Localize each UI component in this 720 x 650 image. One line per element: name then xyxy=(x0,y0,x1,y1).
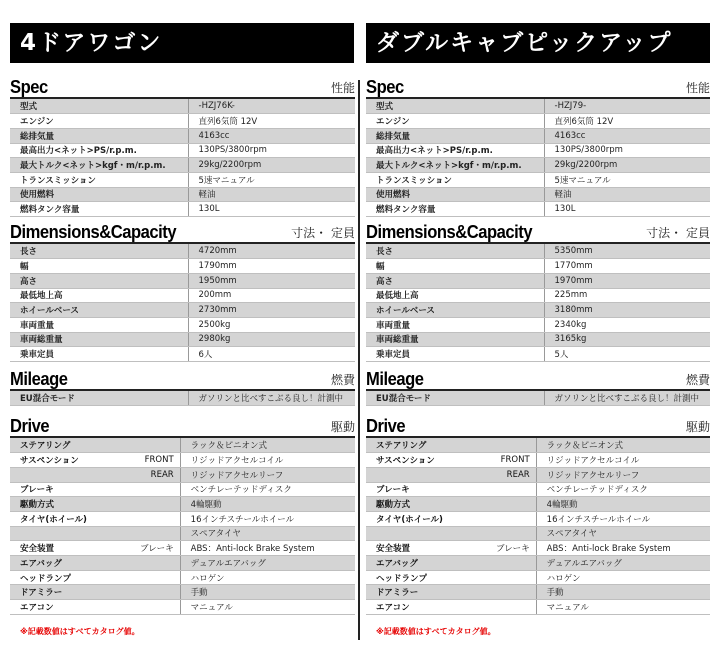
table-row xyxy=(10,438,355,453)
row-label: 車両総重量 xyxy=(366,332,544,347)
row-label: 型式 xyxy=(366,99,544,114)
row-value: 4163cc xyxy=(188,128,355,143)
row-label: ドアミラー xyxy=(10,585,130,600)
row-sublabel: FRONT xyxy=(130,453,180,468)
column-divider xyxy=(358,80,360,640)
table-row xyxy=(10,259,355,274)
row-label: エアコン xyxy=(366,600,486,615)
row-label: タイヤ(ホイール) xyxy=(366,511,486,526)
row-value: 軽油 xyxy=(188,187,355,202)
spec-table xyxy=(366,99,710,217)
section-dimensions xyxy=(366,222,710,362)
table-row xyxy=(10,585,355,600)
table-row xyxy=(10,202,355,217)
table-row xyxy=(366,391,710,406)
table-row xyxy=(10,497,355,512)
table-row xyxy=(366,570,710,585)
row-value: 1970mm xyxy=(544,273,710,288)
section-spec xyxy=(366,77,710,217)
table-row xyxy=(10,303,355,318)
section-header xyxy=(366,416,710,438)
catalog-note: ※記載数値はすべてカタログ値。 xyxy=(376,627,496,636)
table-row xyxy=(366,438,710,453)
table-row xyxy=(366,526,710,541)
row-sublabel xyxy=(130,600,180,615)
table-row xyxy=(366,187,710,202)
section-title-jp: 駆動 xyxy=(685,420,710,434)
table-row xyxy=(10,99,355,114)
row-label: 使用燃料 xyxy=(366,187,544,202)
table-row xyxy=(366,467,710,482)
row-sublabel xyxy=(486,556,536,571)
row-label: 型式 xyxy=(10,99,188,114)
row-label: ヘッドランプ xyxy=(10,570,130,585)
mileage-table xyxy=(366,391,710,406)
row-value: ベンチレーテッドディスク xyxy=(536,482,710,497)
row-label: 車両総重量 xyxy=(10,332,188,347)
row-value: デュアルエアバッグ xyxy=(180,556,355,571)
section-header xyxy=(366,77,710,99)
row-label: 長さ xyxy=(366,244,544,259)
row-sublabel: REAR xyxy=(486,467,536,482)
row-value: リジッドアクセルコイル xyxy=(180,453,355,468)
row-sublabel: FRONT xyxy=(486,453,536,468)
row-label: 安全装置 xyxy=(10,541,130,556)
section-title: Dimensions&Capacity xyxy=(10,222,177,242)
table-row xyxy=(366,244,710,259)
table-row xyxy=(366,347,710,362)
row-label: 駆動方式 xyxy=(366,497,486,512)
table-row xyxy=(366,511,710,526)
row-value: ABS：Anti-lock Brake System xyxy=(180,541,355,556)
table-row xyxy=(10,244,355,259)
row-label: 総排気量 xyxy=(10,128,188,143)
row-value: マニュアル xyxy=(180,600,355,615)
row-value: 1950mm xyxy=(188,273,355,288)
row-value: -HZJ76K- xyxy=(188,99,355,114)
row-value: 5速マニュアル xyxy=(544,172,710,187)
section-title-jp: 燃費 xyxy=(685,373,710,387)
row-label: 最低地上高 xyxy=(366,288,544,303)
row-label: エンジン xyxy=(366,114,544,129)
section-spec xyxy=(10,77,355,217)
row-label: 幅 xyxy=(10,259,188,274)
row-label: サスペンション xyxy=(366,453,486,468)
row-sublabel xyxy=(130,497,180,512)
row-value: 130PS/3800rpm xyxy=(188,143,355,158)
table-row xyxy=(10,467,355,482)
row-value: リジッドアクセルリーフ xyxy=(536,467,710,482)
section-title: Spec xyxy=(10,77,48,97)
row-label: EU混合モード xyxy=(366,391,544,406)
table-row xyxy=(366,482,710,497)
row-label: 最大トルク<ネット>kgf・m/r.p.m. xyxy=(10,158,188,173)
section-drive xyxy=(366,416,710,615)
table-row xyxy=(366,128,710,143)
table-row xyxy=(10,332,355,347)
table-row xyxy=(10,556,355,571)
row-sublabel xyxy=(486,497,536,512)
row-sublabel xyxy=(486,585,536,600)
row-label xyxy=(366,467,486,482)
table-row xyxy=(10,482,355,497)
row-value: スペアタイヤ xyxy=(536,526,710,541)
section-title-jp: 寸法・ 定員 xyxy=(646,226,710,240)
row-value: 6人 xyxy=(188,347,355,362)
spec-table xyxy=(10,99,355,217)
table-row xyxy=(366,556,710,571)
table-row xyxy=(366,202,710,217)
row-value: 5人 xyxy=(544,347,710,362)
row-value: 2980kg xyxy=(188,332,355,347)
section-mileage xyxy=(366,369,710,406)
row-value: 130PS/3800rpm xyxy=(544,143,710,158)
section-title: Mileage xyxy=(366,369,424,389)
row-label: エンジン xyxy=(10,114,188,129)
section-header xyxy=(10,77,355,99)
row-label: ヘッドランプ xyxy=(366,570,486,585)
row-sublabel xyxy=(486,570,536,585)
row-label xyxy=(10,467,130,482)
row-value: 5速マニュアル xyxy=(188,172,355,187)
section-title: Drive xyxy=(366,416,406,436)
row-value: ABS：Anti-lock Brake System xyxy=(536,541,710,556)
row-value: 4720mm xyxy=(188,244,355,259)
table-row xyxy=(10,288,355,303)
table-row xyxy=(10,273,355,288)
row-value: 16インチスチールホイール xyxy=(536,511,710,526)
row-label: サスペンション xyxy=(10,453,130,468)
row-value: 4輪駆動 xyxy=(180,497,355,512)
row-value: リジッドアクセルリーフ xyxy=(180,467,355,482)
row-sublabel xyxy=(130,570,180,585)
row-sublabel xyxy=(486,600,536,615)
row-value: 手動 xyxy=(536,585,710,600)
table-row xyxy=(10,391,355,406)
row-value: 手動 xyxy=(180,585,355,600)
row-value: 2730mm xyxy=(188,303,355,318)
table-row xyxy=(10,347,355,362)
table-row xyxy=(366,158,710,173)
row-label xyxy=(366,526,486,541)
table-row xyxy=(366,585,710,600)
row-value: 29kg/2200rpm xyxy=(188,158,355,173)
section-dimensions xyxy=(10,222,355,362)
section-header xyxy=(366,222,710,244)
table-row xyxy=(10,317,355,332)
drive-table xyxy=(366,438,710,615)
table-row xyxy=(366,259,710,274)
mileage-table xyxy=(10,391,355,406)
section-title: Mileage xyxy=(10,369,68,389)
row-value: 1790mm xyxy=(188,259,355,274)
row-label: エアバッグ xyxy=(366,556,486,571)
row-label: タイヤ(ホイール) xyxy=(10,511,130,526)
row-label: エアコン xyxy=(10,600,130,615)
row-sublabel xyxy=(130,585,180,600)
row-label: 長さ xyxy=(10,244,188,259)
row-value: -HZJ79- xyxy=(544,99,710,114)
row-value: 3180mm xyxy=(544,303,710,318)
catalog-note: ※記載数値はすべてカタログ値。 xyxy=(20,627,140,636)
section-title-jp: 駆動 xyxy=(330,420,355,434)
table-row xyxy=(10,600,355,615)
row-label: 最高出力<ネット>PS/r.p.m. xyxy=(10,143,188,158)
row-sublabel xyxy=(486,482,536,497)
row-value: ガソリンと比べすこぶる良し！計測中 xyxy=(544,391,710,406)
row-label: 車両重量 xyxy=(10,317,188,332)
table-row xyxy=(10,541,355,556)
row-value: ハロゲン xyxy=(536,570,710,585)
row-sublabel xyxy=(486,511,536,526)
section-drive xyxy=(10,416,355,615)
row-value: デュアルエアバッグ xyxy=(536,556,710,571)
row-label: 高さ xyxy=(366,273,544,288)
row-sublabel xyxy=(130,482,180,497)
row-sublabel xyxy=(486,438,536,453)
row-value: 3165kg xyxy=(544,332,710,347)
section-header xyxy=(10,416,355,438)
row-label: トランスミッション xyxy=(366,172,544,187)
row-value: 4輪駆動 xyxy=(536,497,710,512)
row-value: 130L xyxy=(188,202,355,217)
table-row xyxy=(366,332,710,347)
section-header xyxy=(10,369,355,391)
table-row xyxy=(10,187,355,202)
dimensions-table xyxy=(10,244,355,362)
row-value: ラック＆ピニオン式 xyxy=(180,438,355,453)
section-title: Drive xyxy=(10,416,50,436)
row-value: 29kg/2200rpm xyxy=(544,158,710,173)
row-label: 使用燃料 xyxy=(10,187,188,202)
table-row xyxy=(366,600,710,615)
section-header xyxy=(366,369,710,391)
table-row xyxy=(366,99,710,114)
row-value: 1770mm xyxy=(544,259,710,274)
row-value: 直列6気筒 12V xyxy=(544,114,710,129)
section-title: Spec xyxy=(366,77,404,97)
table-row xyxy=(366,114,710,129)
row-value: 5350mm xyxy=(544,244,710,259)
row-sublabel xyxy=(130,556,180,571)
column-title-banner: ダブルキャブピックアップ xyxy=(366,23,710,63)
section-mileage xyxy=(10,369,355,406)
row-value: 2340kg xyxy=(544,317,710,332)
table-row xyxy=(10,143,355,158)
row-label: 車両重量 xyxy=(366,317,544,332)
table-row xyxy=(366,273,710,288)
table-row xyxy=(10,128,355,143)
row-label: 最高出力<ネット>PS/r.p.m. xyxy=(366,143,544,158)
row-label: 総排気量 xyxy=(366,128,544,143)
row-label: エアバッグ xyxy=(10,556,130,571)
row-value: スペアタイヤ xyxy=(180,526,355,541)
table-row xyxy=(366,172,710,187)
row-sublabel xyxy=(486,526,536,541)
row-value: ラック＆ピニオン式 xyxy=(536,438,710,453)
row-sublabel: ブレーキ xyxy=(130,541,180,556)
table-row xyxy=(10,172,355,187)
row-label: ホイールベース xyxy=(366,303,544,318)
section-title-jp: 寸法・ 定員 xyxy=(291,226,355,240)
row-value: マニュアル xyxy=(536,600,710,615)
row-sublabel xyxy=(130,511,180,526)
row-value: ハロゲン xyxy=(180,570,355,585)
row-sublabel xyxy=(130,438,180,453)
row-value: 225mm xyxy=(544,288,710,303)
row-value: リジッドアクセルコイル xyxy=(536,453,710,468)
row-label: ステアリング xyxy=(366,438,486,453)
row-label: 幅 xyxy=(366,259,544,274)
table-row xyxy=(366,453,710,468)
row-value: 200mm xyxy=(188,288,355,303)
table-row xyxy=(366,303,710,318)
row-label: 駆動方式 xyxy=(10,497,130,512)
dimensions-table xyxy=(366,244,710,362)
table-row xyxy=(10,570,355,585)
row-value: ガソリンと比べすこぶる良し！計測中 xyxy=(188,391,355,406)
section-title-jp: 性能 xyxy=(685,81,710,95)
table-row xyxy=(10,511,355,526)
section-title-jp: 燃費 xyxy=(330,373,355,387)
row-label: ブレーキ xyxy=(366,482,486,497)
row-label: 最大トルク<ネット>kgf・m/r.p.m. xyxy=(366,158,544,173)
row-value: 16インチスチールホイール xyxy=(180,511,355,526)
table-row xyxy=(10,526,355,541)
row-label: 最低地上高 xyxy=(10,288,188,303)
row-value: 2500kg xyxy=(188,317,355,332)
row-label: 乗車定員 xyxy=(366,347,544,362)
row-label: EU混合モード xyxy=(10,391,188,406)
row-value: 軽油 xyxy=(544,187,710,202)
row-value: 直列6気筒 12V xyxy=(188,114,355,129)
section-title: Dimensions&Capacity xyxy=(366,222,533,242)
row-value: 130L xyxy=(544,202,710,217)
row-label: 高さ xyxy=(10,273,188,288)
row-label: ステアリング xyxy=(10,438,130,453)
row-label: トランスミッション xyxy=(10,172,188,187)
row-label: ドアミラー xyxy=(366,585,486,600)
row-label: 燃料タンク容量 xyxy=(366,202,544,217)
table-row xyxy=(366,541,710,556)
drive-table xyxy=(10,438,355,615)
row-label: 燃料タンク容量 xyxy=(10,202,188,217)
section-header xyxy=(10,222,355,244)
table-row xyxy=(10,453,355,468)
table-row xyxy=(366,497,710,512)
row-label xyxy=(10,526,130,541)
table-row xyxy=(10,114,355,129)
row-sublabel xyxy=(130,526,180,541)
row-label: 安全装置 xyxy=(366,541,486,556)
row-label: ホイールベース xyxy=(10,303,188,318)
table-row xyxy=(366,143,710,158)
row-label: 乗車定員 xyxy=(10,347,188,362)
row-value: 4163cc xyxy=(544,128,710,143)
table-row xyxy=(10,158,355,173)
column-title-banner: 4ドアワゴン xyxy=(10,23,354,63)
row-sublabel: ブレーキ xyxy=(486,541,536,556)
table-row xyxy=(366,288,710,303)
row-label: ブレーキ xyxy=(10,482,130,497)
row-sublabel: REAR xyxy=(130,467,180,482)
section-title-jp: 性能 xyxy=(330,81,355,95)
row-value: ベンチレーテッドディスク xyxy=(180,482,355,497)
table-row xyxy=(366,317,710,332)
